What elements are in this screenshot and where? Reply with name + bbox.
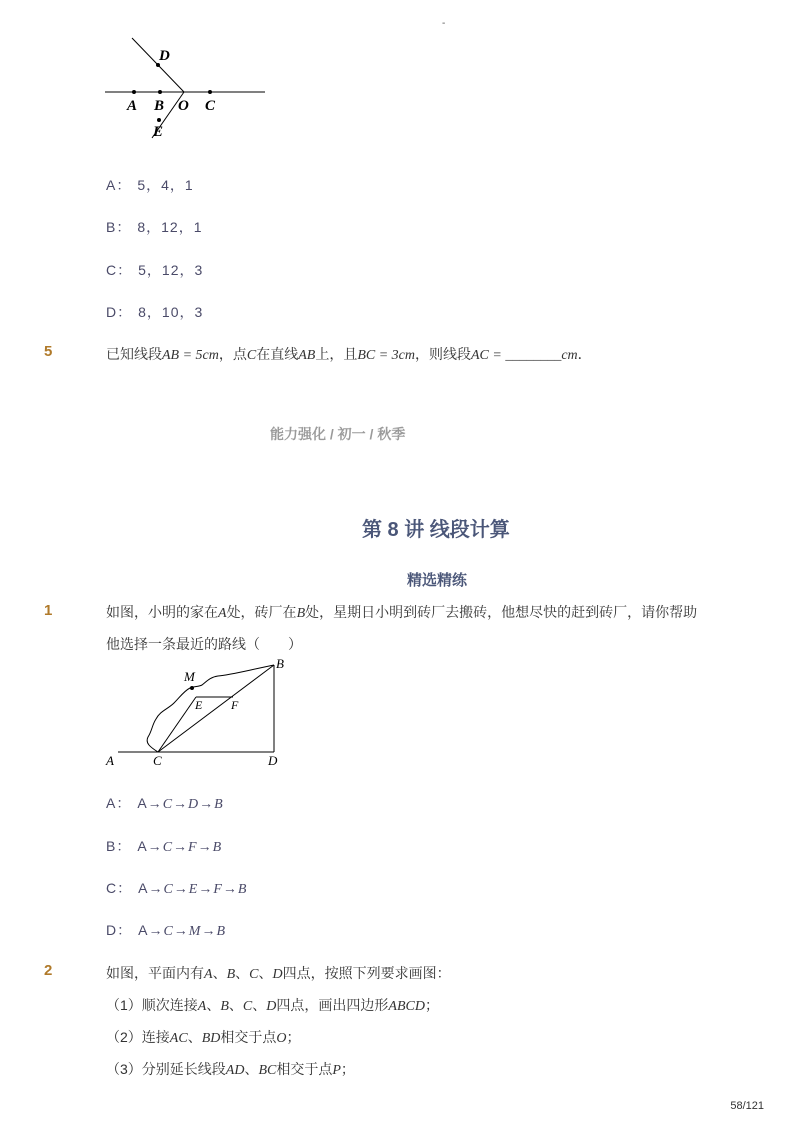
p1-option-a[interactable]: A： A→C→D→B: [106, 795, 224, 812]
label-e: E: [153, 124, 164, 140]
label-c2: C: [153, 753, 162, 768]
p1-text-line1: 如图，小明的家在A处，砖厂在B处，星期日小明到砖厂去搬砖，他想尽快的赶到砖厂，请你帮助: [106, 604, 698, 621]
curve-cmb: [147, 665, 274, 752]
segment-cb: [158, 665, 274, 752]
point-m: [190, 686, 194, 690]
page-number: 58/121: [730, 1100, 764, 1112]
p2-number: 2: [44, 962, 53, 979]
q4-option-a[interactable]: A： 5，4，1: [106, 177, 194, 193]
p2-intro: 如图，平面内有A、B、C、D四点，按照下列要求画图：: [106, 965, 451, 982]
label-m: M: [184, 669, 195, 684]
q5-number: 5: [44, 343, 53, 360]
label-e2: E: [195, 698, 203, 712]
label-b2: B: [276, 656, 284, 671]
q4-option-d[interactable]: D： 8，10，3: [106, 304, 204, 320]
point-b: [158, 90, 162, 94]
label-f2: F: [231, 698, 239, 712]
point-e: [157, 118, 161, 122]
page-footer: 能力强化 / 初一 / 秋季: [270, 426, 406, 442]
p1-option-c[interactable]: C： A→C→E→F→B: [106, 880, 248, 897]
p1-number: 1: [44, 602, 53, 619]
q5-text: 已知线段AB = 5cm，点C在直线AB上，且BC = 3cm，则线段AC = ________cm．: [106, 346, 592, 363]
point-a: [132, 90, 136, 94]
label-b: B: [154, 98, 165, 114]
p2-step-2: （2）连接AC、BD相交于点O；: [106, 1029, 301, 1046]
q4-option-b[interactable]: B： 8，12，1: [106, 219, 203, 235]
q4-option-c[interactable]: C： 5，12，3: [106, 262, 204, 278]
p2-step-3: （3）分别延长线段AD、BC相交于点P；: [106, 1061, 355, 1078]
label-a: A: [127, 98, 138, 114]
p2-step-1: （1）顺次连接A、B、C、D四点，画出四边形ABCD；: [106, 997, 439, 1014]
label-d: D: [159, 48, 170, 64]
label-d2: D: [268, 753, 278, 768]
p1-text-line2: 他选择一条最近的路线（ ）: [106, 636, 302, 652]
label-c: C: [205, 98, 216, 114]
lecture-title: 第 8 讲 线段计算: [362, 519, 510, 541]
label-a2: A: [106, 753, 114, 768]
figure-route: [100, 655, 290, 775]
p1-option-d[interactable]: D： A→C→M→B: [106, 922, 227, 939]
segment-ce: [158, 697, 196, 752]
p1-option-b[interactable]: B： A→C→F→B: [106, 838, 223, 855]
figure-rays: [100, 30, 275, 150]
label-o: O: [178, 98, 189, 114]
lecture-subtitle: 精选精练: [407, 572, 468, 589]
header-mark: -: [442, 18, 446, 29]
point-c: [208, 90, 212, 94]
